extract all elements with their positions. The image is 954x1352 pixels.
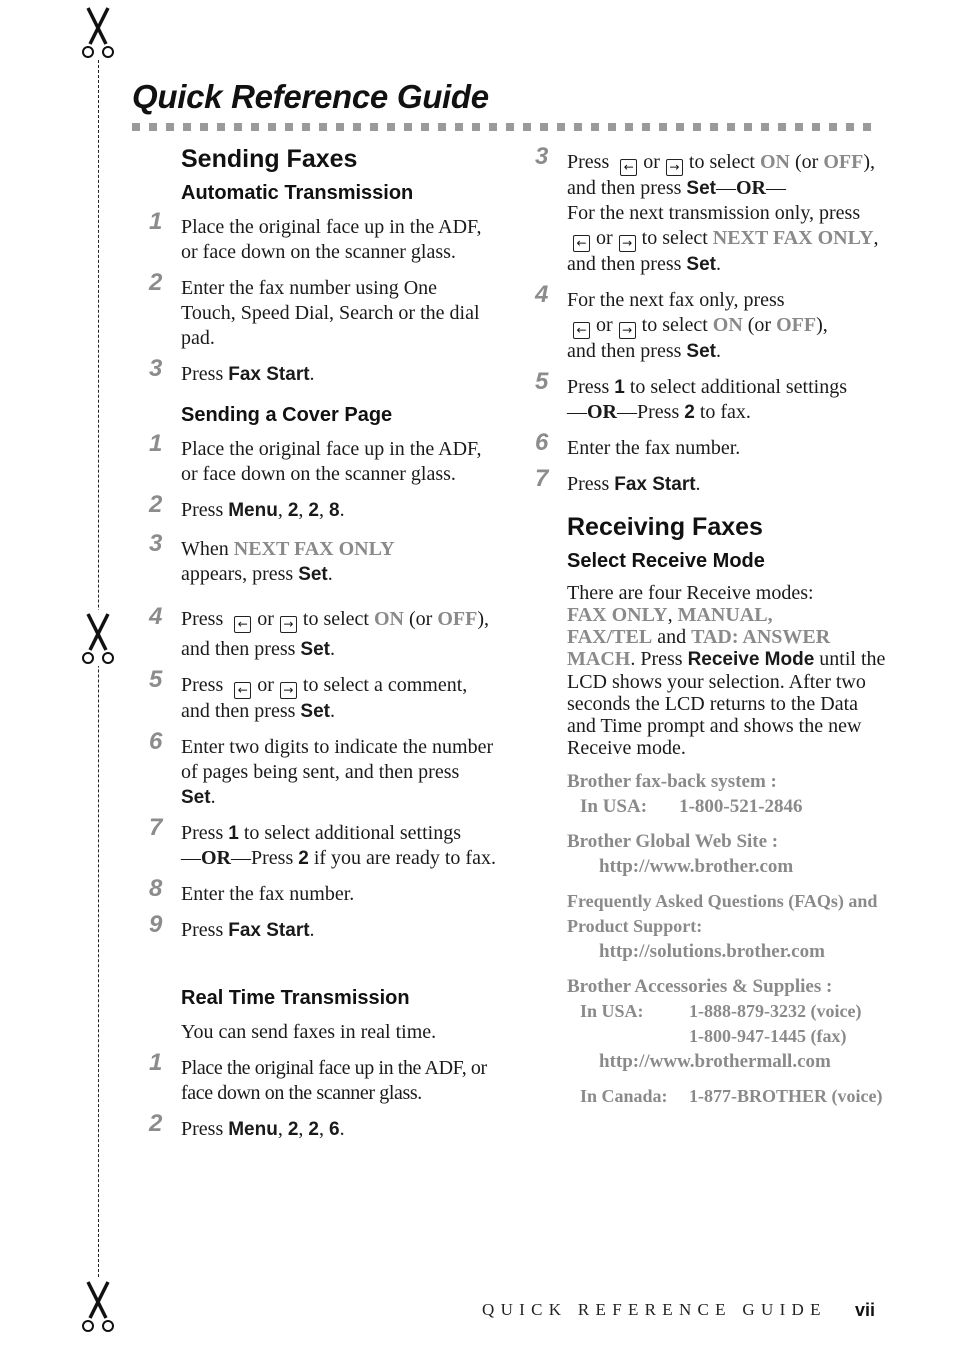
step: 1 Place the original face up in the ADF, or face down on the scanner glass.: [149, 208, 482, 263]
arrow-right-key-icon: →: [619, 322, 636, 339]
step: 8 Enter the fax number.: [149, 875, 355, 905]
scissors-icon: [80, 610, 116, 666]
accessories-link[interactable]: http://www.brothermall.com: [599, 1051, 831, 1072]
subheading-real-time: Real Time Transmission: [181, 987, 410, 1009]
left-column: [149, 145, 496, 1142]
faxback-contact: Brother fax-back system : In USA: 1-800-521-2846: [567, 771, 803, 817]
scissors-icon: [80, 4, 116, 60]
step: 3 Press ← or → to select ON (or OFF), and then press Set—OR— For the next transmission only, press ← or → to select NEXT FAX ONLY, and then press Set.: [535, 143, 879, 275]
web-link[interactable]: http://www.brother.com: [599, 856, 794, 877]
arrow-left-key-icon: ←: [234, 616, 251, 633]
step-number: 1: [149, 208, 163, 235]
step-number: 3: [149, 530, 163, 557]
faq-link[interactable]: http://solutions.brother.com: [599, 941, 825, 962]
step: 1 Place the original face up in the ADF, or face down on the scanner glass.: [149, 1049, 487, 1104]
step: 4 Press ← or → to select ON (or OFF), and then press Set.: [149, 603, 489, 660]
step-number: 3: [149, 355, 163, 382]
arrow-right-key-icon: →: [619, 235, 636, 252]
section-heading-sending: Sending Faxes: [181, 145, 358, 173]
step: 3 Press Fax Start.: [149, 355, 315, 385]
step: 7 Press 1 to select additional settings —OR—Press 2 if you are ready to fax.: [149, 814, 496, 869]
arrow-right-key-icon: →: [280, 616, 297, 633]
step: 6 Enter the fax number.: [535, 429, 741, 459]
step: 7 Press Fax Start.: [535, 465, 701, 495]
step-number: 2: [149, 491, 163, 518]
page-title: Quick Reference Guide: [132, 78, 489, 115]
step-number: 2: [149, 1110, 163, 1137]
step: 9 Press Fax Start.: [149, 911, 315, 941]
step-number: 4: [535, 281, 549, 308]
step-number: 2: [149, 269, 163, 296]
step: 5 Press ← or → to select a comment, and then press Set.: [149, 666, 468, 722]
arrow-left-key-icon: ←: [234, 682, 251, 699]
step: 1 Place the original face up in the ADF, or face down on the scanner glass.: [149, 430, 482, 485]
step-number: 6: [535, 429, 549, 456]
cut-line: [98, 60, 99, 1292]
step-number: 7: [535, 465, 549, 492]
key-label: Fax Start: [228, 364, 310, 385]
subheading-automatic-transmission: Automatic Transmission: [181, 182, 414, 204]
arrow-right-key-icon: →: [666, 159, 683, 176]
web-site-contact: Brother Global Web Site : http://www.brother.com: [567, 829, 887, 879]
step-number: 7: [149, 814, 163, 841]
title-dotted-rule: [132, 123, 874, 131]
footer-label: QUICK REFERENCE GUIDE: [482, 1300, 827, 1319]
step-number: 1: [149, 1049, 162, 1076]
step: 3 When NEXT FAX ONLY appears, press Set.: [149, 530, 395, 585]
subheading-receive-mode: Select Receive Mode: [567, 550, 765, 572]
arrow-left-key-icon: ←: [573, 235, 590, 252]
step-number: 1: [149, 430, 163, 457]
scissors-icon: [80, 1278, 116, 1334]
step-number: 6: [149, 728, 163, 755]
canada-contact: In Canada: 1-877-BROTHER (voice): [580, 1086, 883, 1106]
page-number: vii: [855, 1300, 876, 1320]
step-number: 9: [149, 911, 163, 938]
intro-text: You can send faxes in real time.: [181, 1021, 437, 1043]
arrow-left-key-icon: ←: [573, 322, 590, 339]
step: 2 Press Menu, 2, 2, 6.: [149, 1110, 345, 1140]
step: 5 Press 1 to select additional settings —OR—Press 2 to fax.: [535, 368, 847, 423]
step: 2 Enter the fax number using One Touch, Speed Dial, Search or the dial pad.: [149, 269, 480, 349]
accessories-contact: Brother Accessories & Supplies : In USA: 1-888-879-3232 (voice) 1-800-947-1445 (fax) http://www.brothermall.com: [567, 974, 887, 1074]
step: 2 Press Menu, 2, 2, 8.: [149, 491, 345, 521]
section-heading-receiving: Receiving Faxes: [567, 513, 763, 541]
step-number: 4: [149, 603, 163, 630]
step-number: 8: [149, 875, 163, 902]
arrow-right-key-icon: →: [280, 682, 297, 699]
step: 6 Enter two digits to indicate the number of pages being sent, and then press Set.: [149, 728, 494, 808]
step: 4 For the next fax only, press ← or → to select ON (or OFF), and then press Set.: [535, 281, 828, 362]
faq-contact: Frequently Asked Questions (FAQs) and Product Support: http://solutions.brother.com: [567, 889, 887, 964]
step-number: 3: [535, 143, 549, 170]
receive-mode-paragraph: There are four Receive modes: FAX ONLY, MANUAL, FAX/TEL and TAD: ANSWER MACH. Press Receive Mode until the LCD shows your selection. After two seconds the LCD returns to the Data and Time prompt and shows the new Receive mode.: [567, 582, 886, 759]
step-number: 5: [149, 666, 163, 693]
step-number: 5: [535, 368, 549, 395]
subheading-cover-page: Sending a Cover Page: [181, 404, 393, 426]
right-column: [535, 143, 887, 1109]
arrow-left-key-icon: ←: [620, 159, 637, 176]
